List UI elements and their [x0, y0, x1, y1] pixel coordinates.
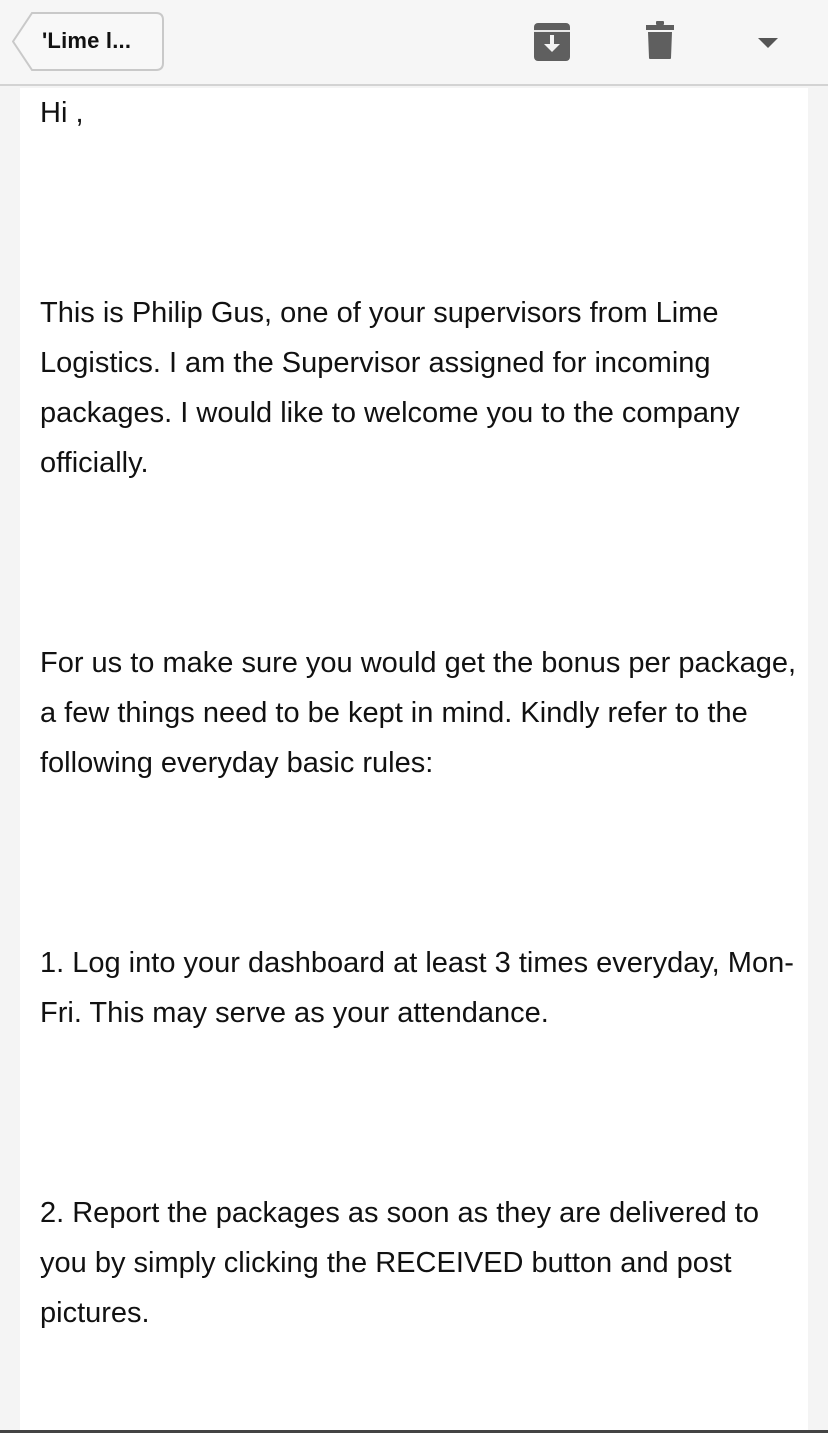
back-button[interactable] — [12, 12, 164, 71]
chevron-down-icon-graphic — [754, 34, 782, 50]
archive-icon[interactable] — [532, 22, 572, 62]
email-message-panel — [20, 88, 808, 1433]
paragraph-spacer — [40, 1038, 800, 1188]
email-paragraph: 1. Log into your dashboard at least 3 times everyday, Mon- Fri. This may serve as your attendance. — [40, 947, 802, 1029]
trash-icon[interactable] — [644, 20, 676, 60]
email-paragraph: 2. Report the packages as soon as they are delivered to you by simply clicking the RECEIVED button and post pictures. — [40, 1197, 768, 1329]
trash-icon-graphic — [644, 20, 676, 60]
email-paragraph: For us to make sure you would get the bonus per package, a few things need to be kept in mind. Kindly refer to the following everyday basic rules: — [40, 647, 805, 779]
paragraph-spacer — [40, 788, 800, 938]
email-paragraph: This is Philip Gus, one of your supervisors from Lime Logistics. I am the Supervisor assigned for incoming packages. I would like to welcome you to the company officially. — [40, 297, 748, 479]
paragraph-spacer — [40, 488, 800, 638]
chevron-down-icon[interactable] — [754, 34, 782, 50]
paragraph-spacer — [40, 138, 800, 288]
email-toolbar — [0, 0, 828, 86]
email-body — [40, 88, 805, 1338]
archive-icon-graphic — [532, 22, 572, 62]
back-button-label: 'Lime l... — [42, 28, 132, 53]
email-greeting: Hi , — [40, 97, 84, 129]
